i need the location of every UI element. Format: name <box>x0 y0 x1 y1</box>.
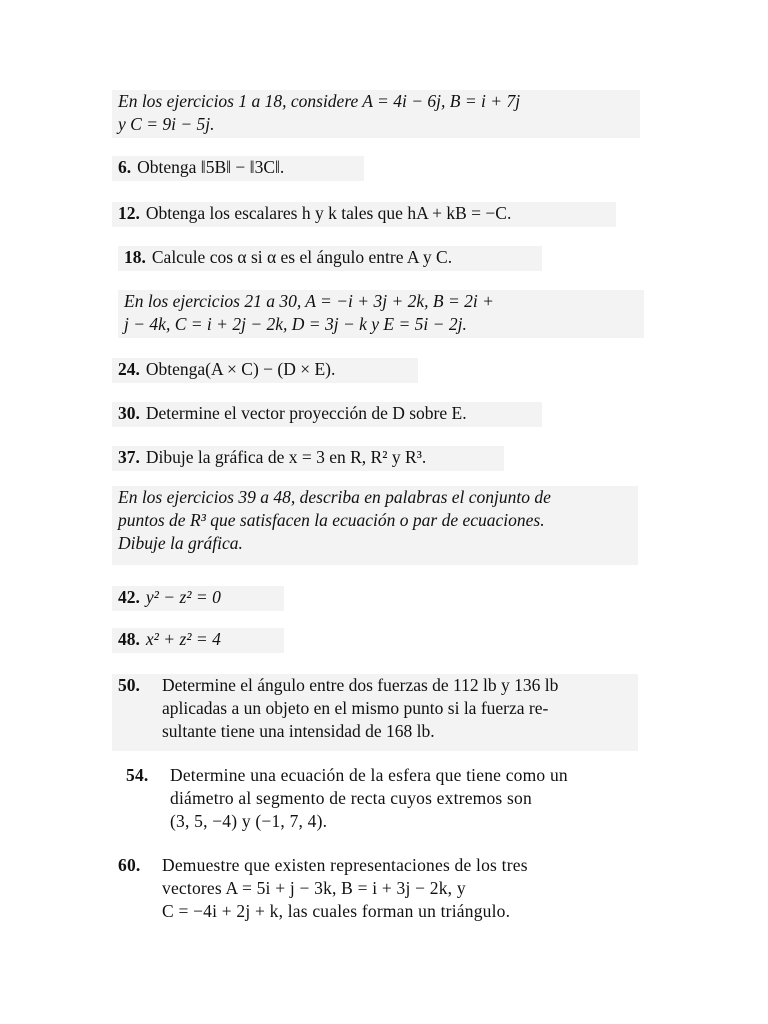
exercise-24 <box>112 358 418 383</box>
exercise-line: (3, 5, −4) y (−1, 7, 4). <box>170 811 328 831</box>
exercise-12 <box>112 202 616 227</box>
exercise-text: Dibuje la gráfica de x = 3 en R, R² y R³. <box>145 447 427 467</box>
exercise-equation: x² + z² = 4 <box>145 629 221 649</box>
intro-line: j − 4k, C = i + 2j − 2k, D = 3j − k y E = 5i − 2j. <box>124 314 467 334</box>
exercise-line: Demuestre que existen representaciones de los tres <box>162 855 528 875</box>
exercise-number: 18. <box>124 247 146 267</box>
intro-exercises-21-30 <box>118 290 644 338</box>
exercise-line: Determine el ángulo entre dos fuerzas de 112 lb y 136 lb <box>162 675 559 695</box>
exercise-text: Obtenga ‖5B‖ − ‖3C‖. <box>137 157 285 177</box>
intro-line: y C = 9i − 5j. <box>118 114 215 134</box>
exercise-line: vectores A = 5i + j − 3k, B = i + 3j − 2k, y <box>162 878 466 898</box>
exercise-number: 30. <box>118 403 140 423</box>
intro-line: Dibuje la gráfica. <box>118 533 243 553</box>
exercise-18 <box>118 246 542 271</box>
exercise-equation: y² − z² = 0 <box>145 587 221 607</box>
exercise-text: Obtenga(A × C) − (D × E). <box>145 359 336 379</box>
exercise-line: diámetro al segmento de recta cuyos extremos son <box>170 788 532 808</box>
exercise-text: Calcule cos α si α es el ángulo entre A y C. <box>151 247 453 267</box>
exercise-48 <box>112 628 284 653</box>
exercise-text: Determine el vector proyección de D sobre E. <box>145 403 467 423</box>
exercise-number: 37. <box>118 447 140 467</box>
exercise-60 <box>112 854 648 925</box>
exercise-50 <box>112 674 638 751</box>
exercise-line: aplicadas a un objeto en el mismo punto si la fuerza re- <box>162 698 549 718</box>
intro-line: En los ejercicios 1 a 18, considere A = 4i − 6j, B = i + 7j <box>118 91 521 111</box>
exercise-number: 12. <box>118 203 140 223</box>
intro-line: En los ejercicios 21 a 30, A = −i + 3j + 2k, B = 2i + <box>124 291 494 311</box>
exercise-line: sultante tiene una intensidad de 168 lb. <box>162 721 435 741</box>
exercise-number: 54. <box>126 765 149 785</box>
exercise-number: 48. <box>118 629 140 649</box>
intro-exercises-39-48 <box>112 486 638 565</box>
exercise-number: 42. <box>118 587 140 607</box>
exercise-number: 6. <box>118 157 132 177</box>
exercise-37 <box>112 446 504 471</box>
intro-line: En los ejercicios 39 a 48, describa en palabras el conjunto de <box>118 487 551 507</box>
exercise-30 <box>112 402 542 427</box>
exercise-line: Determine una ecuación de la esfera que tiene como un <box>170 765 568 785</box>
exercise-number: 50. <box>118 675 140 695</box>
exercise-line: C = −4i + 2j + k, las cuales forman un triángulo. <box>162 901 511 921</box>
exercise-54 <box>120 764 646 835</box>
exercise-6 <box>112 156 364 181</box>
exercise-number: 24. <box>118 359 140 379</box>
intro-exercises-1-18 <box>112 90 640 138</box>
intro-line: puntos de R³ que satisfacen la ecuación o par de ecuaciones. <box>118 510 545 530</box>
exercise-number: 60. <box>118 855 141 875</box>
exercise-text: Obtenga los escalares h y k tales que hA + kB = −C. <box>145 203 512 223</box>
exercise-42 <box>112 586 284 611</box>
